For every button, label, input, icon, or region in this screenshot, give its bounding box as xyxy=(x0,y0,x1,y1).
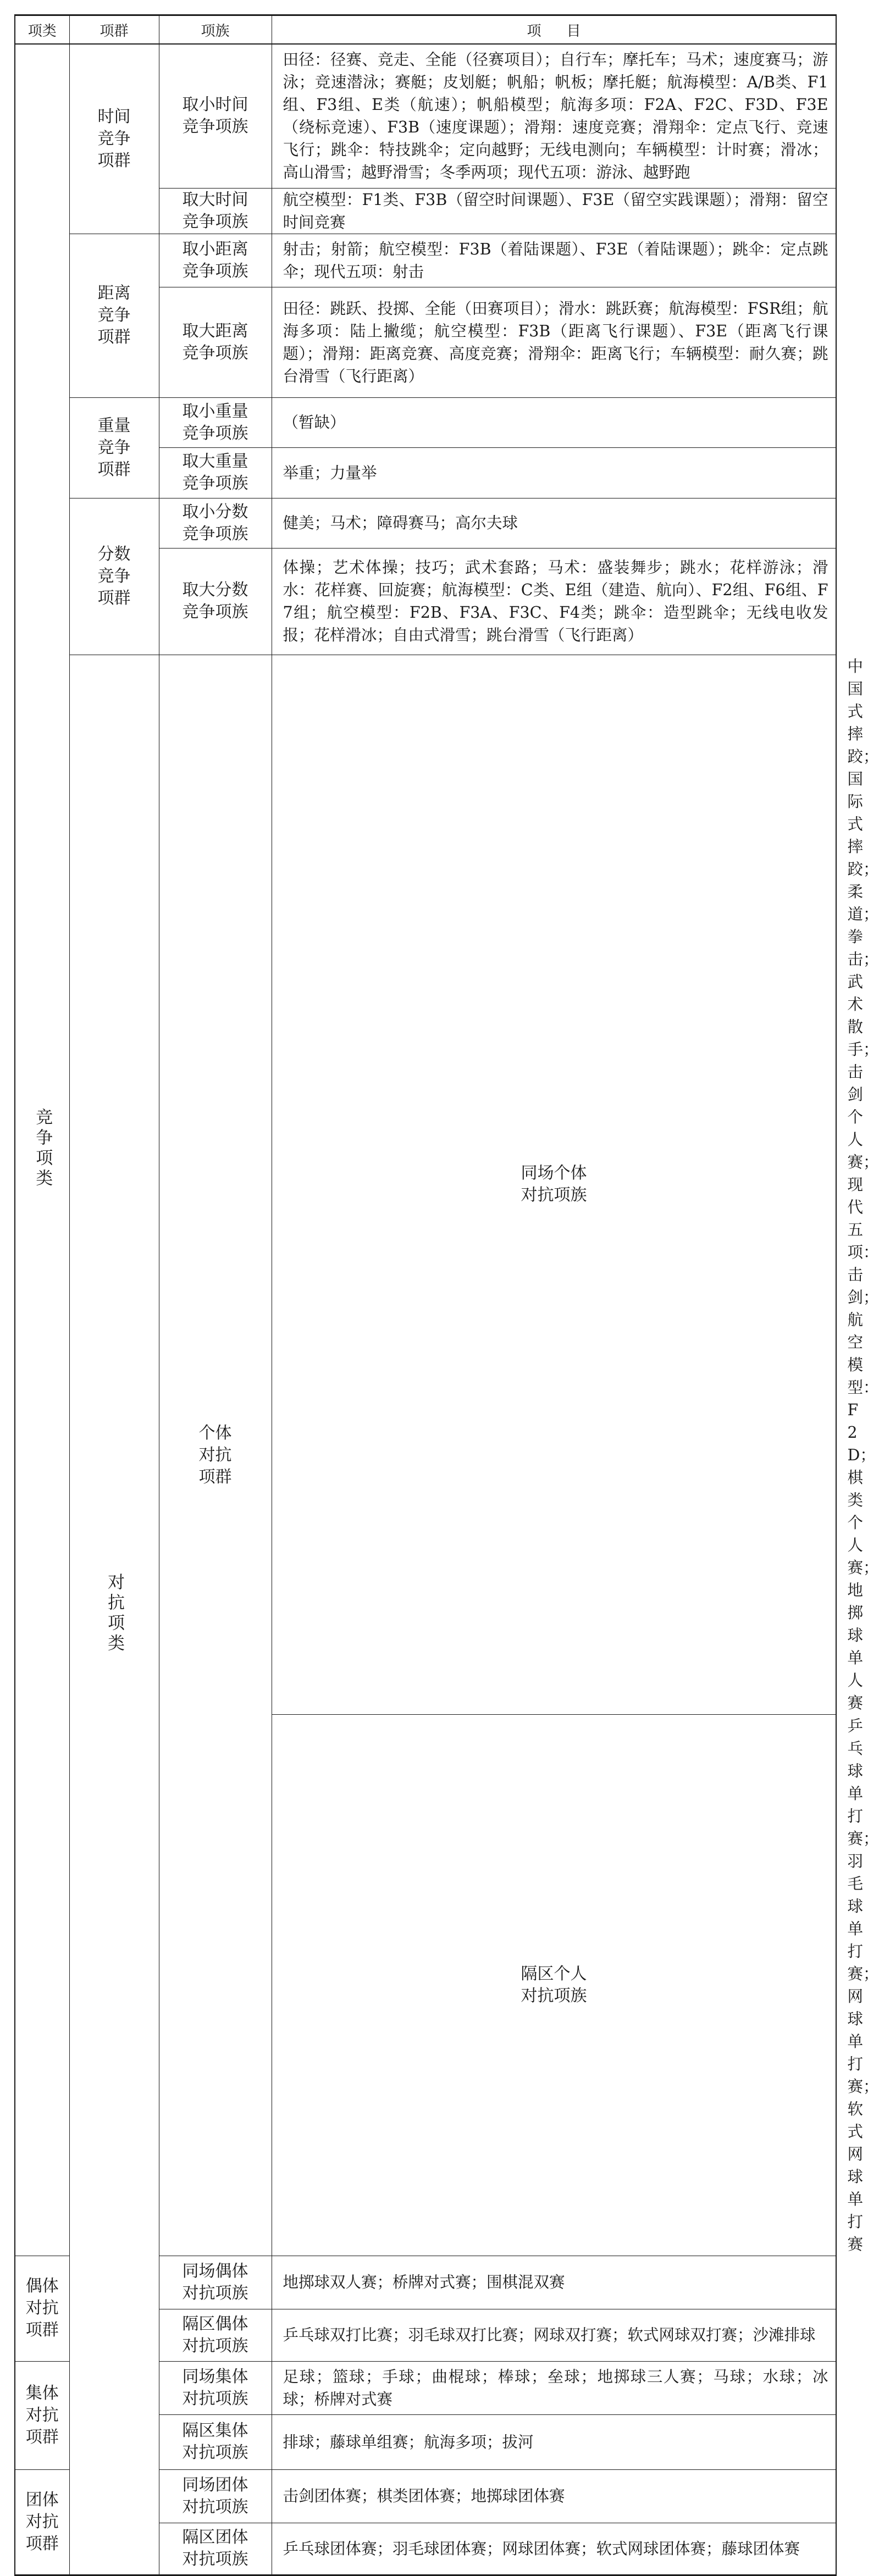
items-cell: 田径：径赛、竞走、全能（径赛项目）；自行车；摩托车；马术；速度赛马；游泳；竞速潜泳；赛艇；皮划艇；帆船；帆板；摩托艇；航海模型：A/B类、F1组、F3组、E类（航速）；帆船模型；航海多项：F2A、F2C、F3D、F3E（绕标竞速）、F3B（速度课题）；滑翔：速度竞赛；滑翔伞：定点飞行、竞速飞行；跳伞：特技跳伞；定向越野；无线电测向；车辆模型：计时赛；滑冰；高山滑雪；越野滑雪；冬季两项；现代五项：游泳、越野跑 xyxy=(272,44,836,188)
group-cell xyxy=(15,2469,69,2575)
family-cell xyxy=(159,2361,272,2414)
family-label: 取小分数竞争项族 xyxy=(182,502,248,544)
group-cell xyxy=(15,2361,69,2469)
family-label: 取大分数竞争项族 xyxy=(182,580,248,622)
family-cell xyxy=(159,2469,272,2523)
family-label: 隔区集体对抗项族 xyxy=(182,2421,248,2462)
table-row xyxy=(15,397,836,447)
group-cell xyxy=(69,397,159,498)
table-row: 对抗项类 个体对抗项群 同场个体对抗项族 中国式摔跤；国际式摔跤；柔道；拳击；武术散手；击剑个人赛；现代五项：击剑；航空模型：F2D；棋类个人赛；地掷球单人赛 xyxy=(15,655,836,1714)
family-cell xyxy=(159,548,272,655)
items-cell: 健美；马术；障碍赛马；高尔夫球 xyxy=(272,498,836,548)
group-label: 偶体对抗项群 xyxy=(25,2276,59,2340)
family-label: 取小距离竞争项族 xyxy=(182,239,248,281)
items-cell: 排球；藤球单组赛；航海多项；拔河 xyxy=(272,2414,836,2469)
family-cell xyxy=(159,447,272,498)
header-category: 项类 xyxy=(15,15,69,45)
items-cell: 足球；篮球；手球；曲棍球；棒球；垒球；地掷球三人赛；马球；水球；冰球；桥牌对式赛 xyxy=(272,2361,836,2414)
family-cell xyxy=(159,2523,272,2575)
family-cell xyxy=(159,498,272,548)
family-label: 隔区个人对抗项族 xyxy=(521,1964,587,2006)
table-row xyxy=(15,44,836,188)
items-cell: 射击；射箭；航空模型：F3B（着陆课题）、F3E（着陆课题）；跳伞：定点跳伞；现代五项：射击 xyxy=(272,234,836,287)
table-row xyxy=(15,234,836,287)
items-cell: 航空模型：F1类、F3B（留空时间课题）、F3E（留空实践课题）；滑翔：留空时间竞赛 xyxy=(272,188,836,234)
group-cell xyxy=(69,234,159,397)
group-label: 集体对抗项群 xyxy=(25,2383,59,2447)
family-cell xyxy=(159,44,272,188)
group-label: 分数竞争项群 xyxy=(97,544,131,608)
items-cell: 举重；力量举 xyxy=(272,447,836,498)
category-cell xyxy=(15,44,69,2256)
family-cell xyxy=(159,2414,272,2469)
family-label: 取小时间竞争项族 xyxy=(182,95,248,137)
family-label: 同场个体对抗项族 xyxy=(521,1164,587,1205)
group-cell xyxy=(15,2256,69,2361)
group-cell xyxy=(69,498,159,655)
family-cell xyxy=(272,1714,836,2256)
group-label: 时间竞争项群 xyxy=(97,107,131,170)
items-cell: 体操；艺术体操；技巧；武术套路；马术：盛装舞步；跳水；花样游泳；滑水：花样赛、回旋赛；航海模型：C类、E组（建造、航向）、F2组、F6组、F7组；航空模型：F2B、F3A、F3C、F4类；跳伞：造型跳伞；无线电收发报；花样滑冰；自由式滑雪；跳台滑雪（飞行距离） xyxy=(272,548,836,655)
family-label: 隔区偶体对抗项族 xyxy=(182,2314,248,2356)
group-cell xyxy=(159,655,272,2256)
group-label: 个体对抗项群 xyxy=(198,1423,232,1487)
family-cell xyxy=(159,2256,272,2309)
family-label: 同场团体对抗项族 xyxy=(182,2475,248,2517)
group-label: 重量竞争项群 xyxy=(97,416,131,479)
group-label: 距离竞争项群 xyxy=(97,284,131,347)
items-cell: 乒乓球团体赛；羽毛球团体赛；网球团体赛；软式网球团体赛；藤球团体赛 xyxy=(272,2523,836,2575)
family-label: 取大距离竞争项族 xyxy=(182,321,248,363)
items-cell: 田径：跳跃、投掷、全能（田赛项目）；滑水：跳跃赛；航海模型：FSR组；航海多项：陆上撇缆；航空模型：F3B（距离飞行课题）、F3E（距离飞行课题）；滑翔：距离竞赛、高度竞赛；滑翔伞：距离飞行；车辆模型：耐久赛；跳台滑雪（飞行距离） xyxy=(272,287,836,397)
sports-classification-table xyxy=(14,14,879,2576)
family-label: 同场偶体对抗项族 xyxy=(182,2261,248,2303)
family-cell xyxy=(159,234,272,287)
category-cell xyxy=(69,655,159,2575)
family-cell xyxy=(159,287,272,397)
items-cell: 击剑团体赛；棋类团体赛；地掷球团体赛 xyxy=(272,2469,836,2523)
family-cell xyxy=(159,188,272,234)
family-label: 取大时间竞争项族 xyxy=(182,190,248,231)
family-cell xyxy=(272,655,836,1714)
header-row xyxy=(15,15,836,45)
family-label: 取大重量竞争项族 xyxy=(182,452,248,493)
family-cell xyxy=(159,397,272,447)
group-label: 团体对抗项群 xyxy=(25,2490,59,2553)
family-label: 同场集体对抗项族 xyxy=(182,2367,248,2408)
category-label: 对抗项类 xyxy=(104,1572,124,1654)
family-cell xyxy=(159,2309,272,2361)
header-group: 项群 xyxy=(69,15,159,45)
items-cell: 乒乓球双打比赛；羽毛球双打比赛；网球双打赛；软式网球双打赛；沙滩排球 xyxy=(272,2309,836,2361)
table-row xyxy=(15,498,836,548)
items-cell: 地掷球双人赛；桥牌对式赛；围棋混双赛 xyxy=(272,2256,836,2309)
family-label: 隔区团体对抗项族 xyxy=(182,2528,248,2569)
family-label: 取小重量竞争项族 xyxy=(182,401,248,443)
table-header xyxy=(15,15,836,45)
table-row: 隔区个人对抗项族 乒乓球单打赛；羽毛球单打赛；网球单打赛；软式网球单打赛 xyxy=(15,1714,836,2256)
group-cell xyxy=(69,44,159,234)
table-body xyxy=(15,44,879,2575)
category-label: 竞争项类 xyxy=(32,1108,53,1190)
items-cell: （暂缺） xyxy=(272,397,836,447)
header-items: 项目 xyxy=(272,15,836,45)
header-family: 项族 xyxy=(159,15,272,45)
